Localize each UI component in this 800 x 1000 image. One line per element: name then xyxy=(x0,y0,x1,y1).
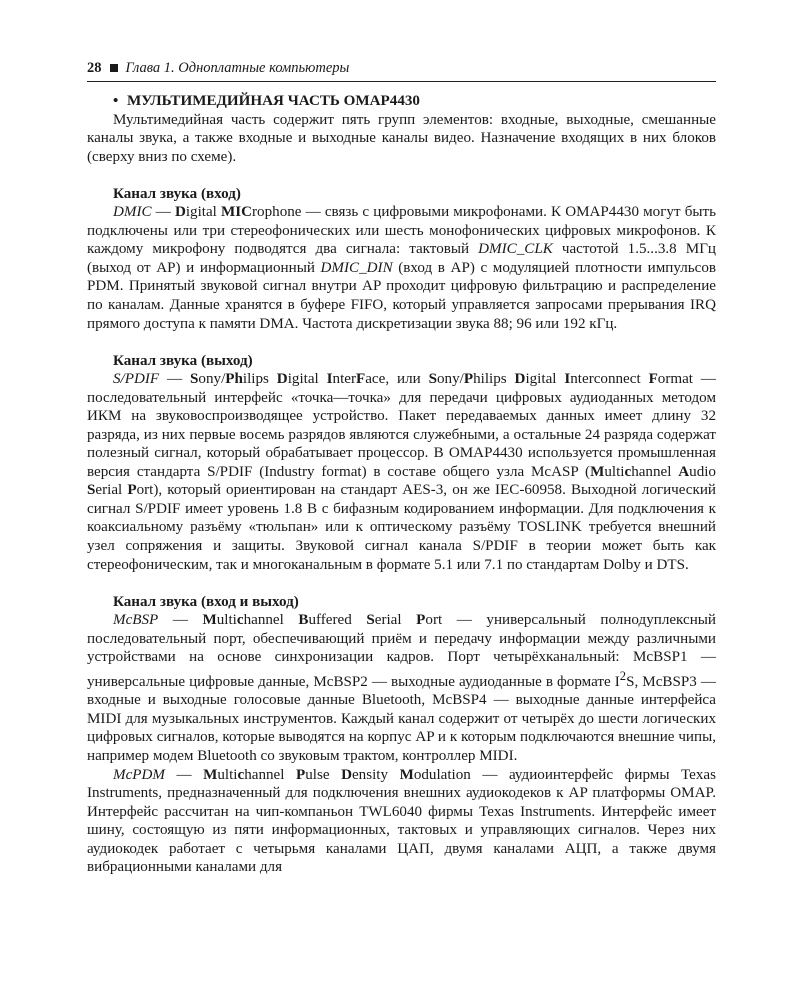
paragraph-spdif: S/PDIF — Sony/Philips Digital InterFace, или Sony/Philips Digital Interconnect Format — последовательный интерфейс «точка—точка» для передачи цифровых аудиоданных методом ИКМ на звуковоспроизводящее устройство. Пакет передаваемых данных имеет длину 32 разряда, из них первые восемь разрядов являются служебными, а остальные 24 разряда содержат полезный сигнал, который обрабатывает процессор. В OMAP4430 используется промышленная версия стандарта S/PDIF (Industry format) в составе общего узла McASP (Multichannel Audio Serial Port), который ориентирован на стандарт AES-3, он же IEC-60958. Выходной логический сигнал S/PDIF имеет уровень 1.8 В с бифазным кодированием информации. Для подключения к коаксиальному разъёму «тюльпан» или к оптическому разъёму TOSLINK требуется внешний узел сопряжения и защиты. Звуковой сигнал канала S/PDIF в теории может быть как стереофоническим, так и многоканальным в формате 5.1 или 7.1 по стандартам Dolby и DTS. xyxy=(87,371,717,573)
paragraph-mcpdm: McPDM — Multichannel Pulse Density Modulation — аудиоинтерфейс фирмы Texas Instruments, предназначенный для подключения внешних аудиокодеков к AP платформы OMAP. Интерфейс рассчитан на чип-компаньон TWL6040 фирмы Texas Instruments. Интерфейс имеет шину, состоящую из пяти информационных, тактовых и управляющих сигналов. Через них аудиокодек работает с четырьмя каналами ЦАП, двумя каналами АЦП, а также двумя вибрационными каналами для xyxy=(87,766,716,876)
chapter-title: Глава 1. Одноплатные компьютеры xyxy=(125,59,350,76)
page-number: 28 xyxy=(87,59,102,76)
heading-audio-io: Канал звука (вход и выход) xyxy=(113,593,299,610)
page-body xyxy=(87,92,716,877)
bullet-title: МУЛЬТИМЕДИЙНАЯ ЧАСТЬ OMAP4430 xyxy=(127,93,420,109)
bullet-icon: • xyxy=(113,93,119,109)
paragraph-mcbsp: McBSP — Multichannel Buffered Serial Port — универсальный полнодуплексный последовательный порт, обеспечивающий приём и передачу информации между различными устройствами на основе синхронизации кадров. Порт четырёхканальный: McBSP1 — универсальные цифровые данные, McBSP2 — выходные аудиоданные в формате $I^2S$, McBSP3 — входные и выходные голосовые данные Bluetooth, McBSP4 — выходные данные интерфейса MIDI для музыкальных инструментов. Каждый канал содержит от четырёх до шести логических цифровых сигналов, которые выводятся на корпус AP и к которым подключаются внешние чипы, например модем Bluetooth со звуковым трактом, контроллер MIDI. xyxy=(87,612,717,765)
heading-audio-input: Канал звука (вход) xyxy=(113,185,241,202)
book-page xyxy=(87,58,716,877)
heading-audio-output: Канал звука (выход) xyxy=(113,352,253,369)
intro-paragraph: Мультимедийная часть содержит пять групп элементов: входные, выходные, смешанные каналы звука, а также входные и выходные каналы видео. Назначение входящих в них блоков (сверху вниз по схеме). xyxy=(87,111,716,165)
running-header xyxy=(87,58,716,78)
section-bullet-heading xyxy=(113,92,716,111)
square-bullet-icon xyxy=(110,64,118,72)
header-rule xyxy=(87,81,716,82)
paragraph-dmic: DMIC — Digital MICrophone — связь с цифровыми микрофонами. К OMAP4430 могут быть подключены или три стереофонических или шесть монофонических цифровых микрофонов. К каждому микрофону подводятся два сигнала: тактовый DMIC_CLK частотой 1.5...3.8 МГц (выход от AP) и информационный DMIC_DIN (вход в AP) с модуляцией плотности импульсов PDM. Принятый звуковой сигнал внутри AP проходит цифровую фильтрацию и распределение по каналам. Данные хранятся в буфере FIFO, который управляется запросами прерывания IRQ прямого доступа к памяти DMA. Частота дискретизации звука 88; 96 или 192 кГц. xyxy=(87,204,717,332)
